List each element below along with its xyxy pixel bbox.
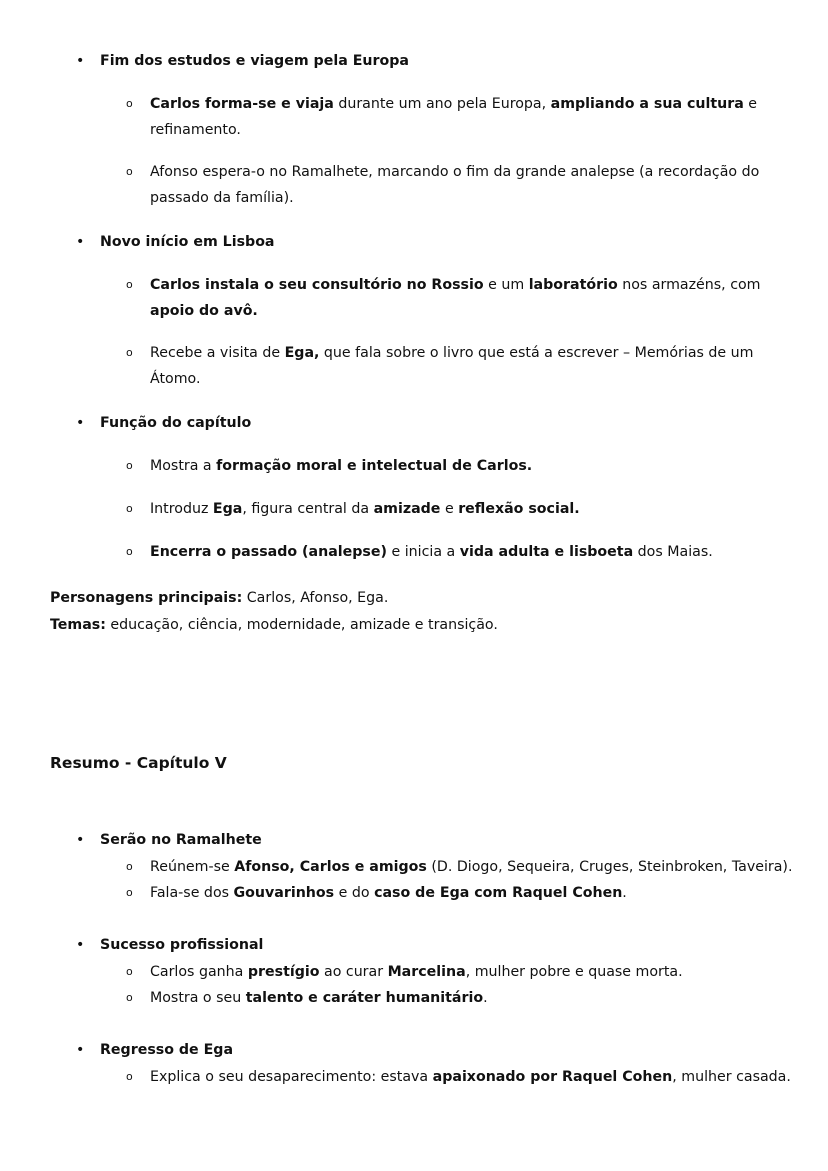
list-item [150,1064,810,1090]
text: Explica o seu desaparecimento: estava [150,1069,433,1085]
text: Introduz [150,501,213,517]
text: Mostra o seu [150,990,246,1006]
bold-text: talento e caráter humanitário [245,990,484,1006]
text: (D. Diogo, Sequeira, Cruges, Steinbroken, Taveira). [426,859,793,875]
chapter-heading: Resumo - Capítulo V [50,754,227,772]
bold-text: Ega, [284,345,320,361]
bold-text: Temas: [50,617,106,633]
section-title: • Fim dos estudos e viagem pela Europa [100,48,409,74]
list-item [150,496,780,522]
text: que fala sobre o livro que está a escrever – Memórias de um Átomo. [150,345,754,387]
text: Afonso espera-o no Ramalhete, marcando o fim da grande analepse (a recordação do passado da família). [150,164,760,206]
bold-text: Ega [212,501,243,517]
text: , mulher casada. [672,1069,791,1085]
text: e [440,501,459,517]
list-item [150,959,780,985]
text: Carlos, Afonso, Ega. [242,590,389,606]
bold-text: reflexão social. [458,501,580,517]
section-title: • Novo início em Lisboa [100,229,275,255]
bold-text: Afonso, Carlos e amigos [234,859,427,875]
text: Fala-se dos [150,885,234,901]
text: dos Maias. [633,544,713,560]
list-item [150,985,780,1011]
bold-text: Personagens principais: [50,590,243,606]
text: . [622,885,627,901]
section-title: • Regresso de Ega [100,1037,233,1063]
text: e inicia a [386,544,460,560]
bold-text: Carlos instala o seu consultório no Rossio [150,277,484,293]
section-title: • Serão no Ramalhete [100,827,262,853]
text: Recebe a visita de [150,345,285,361]
bold-text: vida adulta e lisboeta [459,544,634,560]
bold-text: Marcelina [387,964,466,980]
list-item [150,159,780,211]
list-item [150,854,810,880]
list-item [150,539,780,565]
list-item [150,91,780,143]
bold-text: ampliando a sua cultura [550,96,744,112]
section-title: • Sucesso profissional [100,932,263,958]
bold-text: laboratório [528,277,618,293]
bold-text: caso de Ega com Raquel Cohen [374,885,623,901]
bold-text: amizade [373,501,441,517]
bold-text: Encerra o passado (analepse) [150,544,387,560]
text: , mulher pobre e quase morta. [465,964,683,980]
text: Reúnem-se [150,859,235,875]
bold-text: apoio do avô. [150,303,258,319]
list-item [150,453,780,479]
bold-text: formação moral e intelectual de Carlos. [216,458,533,474]
text: e do [334,885,375,901]
bold-text: apaixonado por Raquel Cohen [432,1069,673,1085]
text: Mostra a [150,458,217,474]
list-item [150,880,780,906]
bold-text: Carlos forma-se e viaja [150,96,334,112]
section-title: • Função do capítulo [100,410,251,436]
text: , figura central da [242,501,374,517]
bold-text: Gouvarinhos [233,885,335,901]
list-item [150,272,780,324]
list-item [150,340,780,392]
text: Carlos ganha [150,964,248,980]
text: e um [483,277,529,293]
bold-text: prestígio [247,964,320,980]
text: ao curar [319,964,388,980]
themes-line [50,612,498,638]
text: durante um ano pela Europa, [333,96,551,112]
text: nos armazéns, com [617,277,761,293]
text: e refinamento. [150,96,758,138]
text: . [483,990,488,1006]
text: educação, ciência, modernidade, amizade e transição. [105,617,498,633]
characters-line [50,585,388,611]
